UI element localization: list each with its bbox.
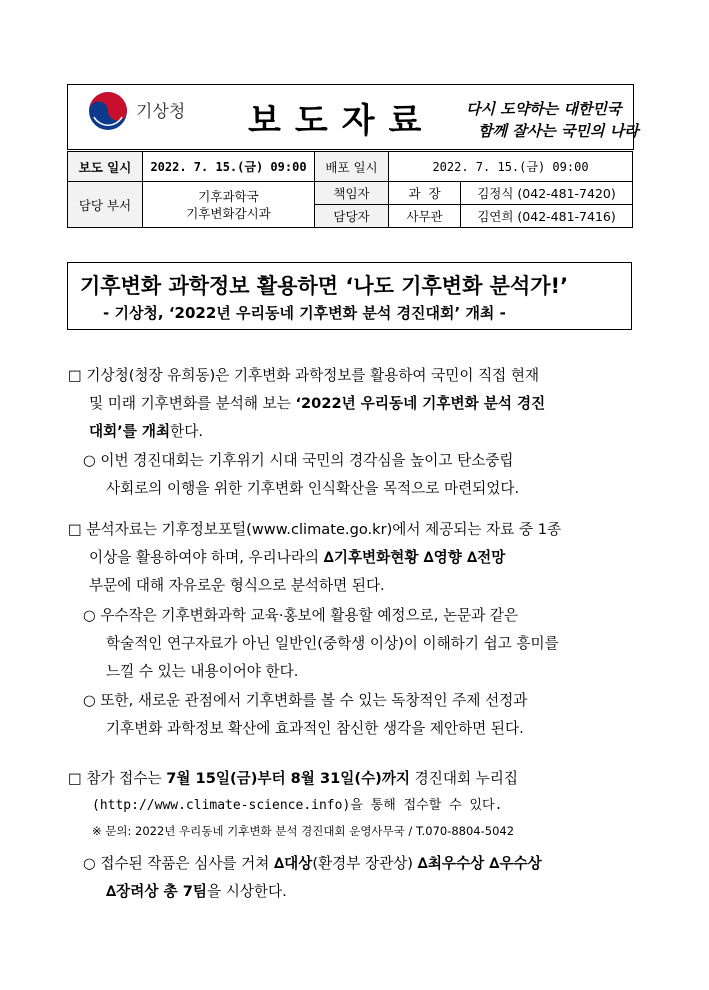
p2-sub1-line-2: 학술적인 연구자료가 아닌 일반인(중학생 이상)이 이해하기 쉽고 흥미를 bbox=[106, 635, 559, 652]
p2-sub1-line-1: ○ 우수작은 기후변화과학 교육·홍보에 활용할 예정으로, 논문과 같은 bbox=[83, 607, 519, 624]
p3-sub-line-2-bold: ∆장려상 총 7팀 bbox=[106, 883, 207, 900]
info-table bbox=[67, 151, 633, 228]
agency-name: 기상청 bbox=[136, 102, 186, 122]
p1-line-3-text: 한다. bbox=[170, 423, 203, 440]
p2-line-3: 부문에 대해 자유로운 형식으로 분석하면 된다. bbox=[89, 577, 385, 594]
manager-name: 김정식 (042-481-7420) bbox=[461, 182, 633, 205]
p3-sub-line-1-paren: (환경부 장관상) bbox=[312, 855, 418, 872]
p1-line-2-bold: ‘2022년 우리동네 기후변화 분석 경진 bbox=[295, 395, 546, 412]
p3-sub-line-1 bbox=[83, 857, 542, 872]
p1-sub-line-1: ○ 이번 경진대회는 기후위기 시대 국민의 경각심을 높이고 탄소중립 bbox=[83, 452, 514, 469]
headline: 기후변화 과학정보 활용하면 ‘나도 기후변화 분석가!’ bbox=[80, 274, 569, 298]
dept-line-2: 기후변화감시과 bbox=[186, 205, 271, 221]
dept-cell bbox=[143, 182, 315, 228]
p1-line-2 bbox=[89, 397, 545, 412]
subheadline: - 기상청, ‘2022년 우리동네 기후변화 분석 경진대회’ 개최 - bbox=[103, 304, 506, 322]
staff-name: 김연희 (042-481-7416) bbox=[461, 205, 633, 228]
p3-sub-line-2 bbox=[106, 885, 287, 900]
p3-sub-line-2-text: 을 시상한다. bbox=[206, 883, 287, 900]
manager-label: 책임자 bbox=[315, 182, 389, 205]
manager-title: 과 장 bbox=[389, 182, 461, 205]
p2-sub2-line-1: ○ 또한, 새로운 관점에서 기후변화를 볼 수 있는 독창적인 주제 선정과 bbox=[83, 692, 528, 709]
distribution-label: 배포 일시 bbox=[315, 152, 389, 182]
report-date-label: 보도 일시 bbox=[68, 152, 143, 182]
p1-line-3-bold: 대회’를 개최 bbox=[89, 423, 171, 440]
p3-line-1-text: □ 참가 접수는 bbox=[68, 770, 167, 787]
p2-line-2-text: 이상을 활용하여야 하며, 우리나라의 bbox=[89, 549, 324, 566]
p2-sub1-line-3: 느낄 수 있는 내용이어야 한다. bbox=[106, 663, 299, 680]
p2-line-2-bold: ∆기후변화현황 ∆영향 ∆전망 bbox=[323, 549, 506, 566]
p3-note: ※ 문의: 2022년 우리동네 기후변화 분석 경진대회 운영사무국 / T.070-8804-5042 bbox=[92, 824, 515, 838]
kma-logo-icon bbox=[88, 91, 128, 131]
p1-line-2-text: 및 미래 기후변화를 분석해 보는 bbox=[89, 395, 296, 412]
p3-sub-line-1-text: ○ 접수된 작품은 심사를 거쳐 bbox=[83, 855, 275, 872]
p2-line-2 bbox=[89, 551, 505, 566]
dept-label: 담당 부서 bbox=[68, 182, 143, 228]
slogan-line-1: 다시 도약하는 대한민국 bbox=[466, 100, 622, 118]
distribution-date: 2022. 7. 15.(금) 09:00 bbox=[389, 152, 633, 182]
p2-sub2-line-2: 기후변화 과학정보 확산에 효과적인 참신한 생각을 제안하면 된다. bbox=[106, 720, 524, 737]
p3-line-2: (http://www.climate-science.info)을 통해 접수할 수 있다. bbox=[92, 798, 503, 813]
staff-label: 담당자 bbox=[315, 205, 389, 228]
p3-line-1-tail: 경진대회 누리집 bbox=[410, 770, 518, 787]
p3-sub-line-1-bold-b: ∆최우수상 ∆우수상 bbox=[417, 855, 542, 872]
slogan-line-2: 함께 잘사는 국민의 나라 bbox=[478, 122, 639, 140]
staff-title: 사무관 bbox=[389, 205, 461, 228]
p3-line-1 bbox=[68, 772, 518, 787]
report-date: 2022. 7. 15.(금) 09:00 bbox=[143, 152, 315, 182]
p1-line-3 bbox=[89, 425, 203, 440]
dept-line-1: 기후과학국 bbox=[198, 188, 259, 204]
p2-line-1: □ 분석자료는 기후정보포털(www.climate.go.kr)에서 제공되는 자료 중 1종 bbox=[68, 521, 562, 538]
p3-sub-line-1-bold-a: ∆대상 bbox=[274, 855, 313, 872]
p3-line-1-bold: 7월 15일(금)부터 8월 31일(수)까지 bbox=[166, 770, 411, 787]
p1-sub-line-2: 사회로의 이행을 위한 기후변화 인식확산을 목적으로 마련되었다. bbox=[106, 480, 520, 497]
p1-line-1: □ 기상청(청장 유희동)은 기후변화 과학정보를 활용하여 국민이 직접 현재 bbox=[68, 367, 540, 384]
press-release-title: 보도자료 bbox=[248, 101, 436, 141]
